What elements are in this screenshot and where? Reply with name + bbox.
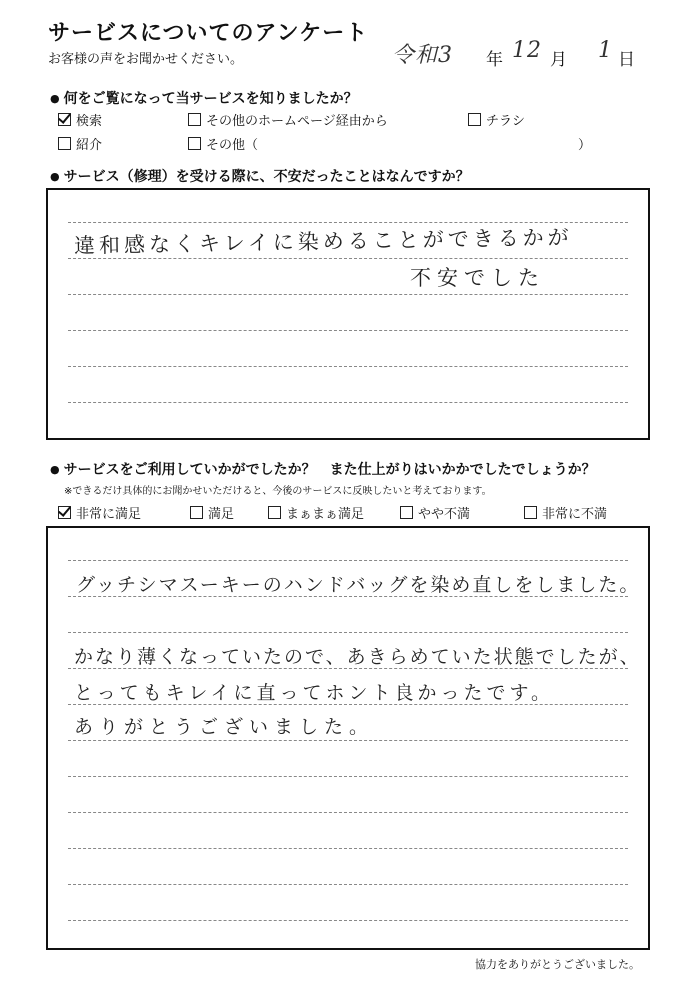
question-concerns: ● サービス（修理）を受ける際に、不安だったことはなんですか？ [50, 166, 470, 186]
option-flyer[interactable] [468, 110, 525, 129]
option-somewhat-satisfied[interactable] [268, 503, 364, 522]
option-label: 満足 [208, 507, 235, 522]
checkbox-icon[interactable] [58, 506, 71, 519]
satisfaction-answer-line: ありがとうございました。 [74, 716, 375, 738]
ruled-line [68, 740, 628, 741]
option-referral[interactable] [58, 134, 102, 153]
checkbox-icon[interactable] [58, 113, 71, 126]
option-somewhat-dissatisfied[interactable] [400, 503, 470, 522]
option-label: まぁまぁ満足 [286, 507, 365, 522]
ruled-line [68, 632, 628, 633]
other-close-paren: ） [578, 138, 592, 153]
checkbox-icon[interactable] [58, 137, 71, 150]
concerns-answer-line: 違和感なくキレイに染めることができるかが [73, 225, 573, 258]
checkbox-icon[interactable] [190, 506, 203, 519]
date-era-year[interactable]: 令和3 [392, 43, 453, 68]
option-other[interactable] [188, 134, 258, 153]
date-month-label: 月 [550, 50, 567, 70]
option-label: 検索 [76, 114, 103, 129]
option-label: 紹介 [76, 138, 103, 153]
ruled-line [68, 294, 628, 295]
ruled-line [68, 366, 628, 367]
ruled-line [68, 330, 628, 331]
ruled-line [68, 560, 628, 561]
checkbox-icon[interactable] [400, 506, 413, 519]
ruled-line [68, 884, 628, 885]
satisfaction-answer-line: とってもキレイに直ってホント良かったです。 [74, 682, 554, 704]
option-other-homepage[interactable] [188, 110, 388, 129]
option-very-dissatisfied[interactable] [524, 503, 607, 522]
checkbox-icon[interactable] [468, 113, 481, 126]
satisfaction-answer-line: かなり薄くなっていたので、あきらめていた状態でしたが、 [74, 646, 641, 668]
option-label: 非常に不満 [542, 507, 608, 522]
option-label: チラシ [486, 114, 526, 129]
ruled-line [68, 402, 628, 403]
question-how-found: ● 何をご覧になって当サービスを知りましたか？ [50, 88, 358, 108]
survey-title: サービスについてのアンケート [48, 21, 369, 46]
option-label: その他（ [206, 138, 259, 153]
option-label: やや不満 [418, 507, 471, 522]
date-day-label: 日 [618, 50, 635, 70]
checkbox-icon[interactable] [188, 113, 201, 126]
ruled-line [68, 920, 628, 921]
satisfaction-answer-line: グッチシマスーキーのハンドバッグを染め直しをしました。 [76, 574, 641, 596]
option-very-satisfied[interactable] [58, 503, 141, 522]
option-label: 非常に満足 [76, 507, 142, 522]
checkbox-icon[interactable] [524, 506, 537, 519]
date-month[interactable]: 12 [512, 38, 542, 63]
question-satisfaction: ● サービスをご利用していかがでしたか？ また仕上がりはいかかでしたでしょうか？ [50, 459, 596, 479]
option-label: その他のホームページ経由から [206, 114, 388, 129]
checkbox-icon[interactable] [268, 506, 281, 519]
thanks-footer: 協力をありがとうございました。 [475, 958, 640, 971]
date-day[interactable]: 1 [598, 38, 613, 63]
concerns-answer-box[interactable] [46, 188, 650, 440]
satisfaction-note: ※できるだけ具体的にお聞かせいただけると、今後のサービスに反映したいと考えております。 [64, 486, 492, 497]
option-satisfied[interactable] [190, 503, 234, 522]
ruled-line [68, 848, 628, 849]
concerns-answer-line: 不安でした [410, 266, 545, 290]
date-year-label: 年 [486, 50, 503, 70]
ruled-line [68, 776, 628, 777]
survey-subtitle: お客様の声をお聞かせください。 [48, 52, 244, 67]
checkbox-icon[interactable] [188, 137, 201, 150]
satisfaction-answer-box[interactable] [46, 526, 650, 950]
ruled-line [68, 812, 628, 813]
option-search[interactable] [58, 110, 102, 129]
